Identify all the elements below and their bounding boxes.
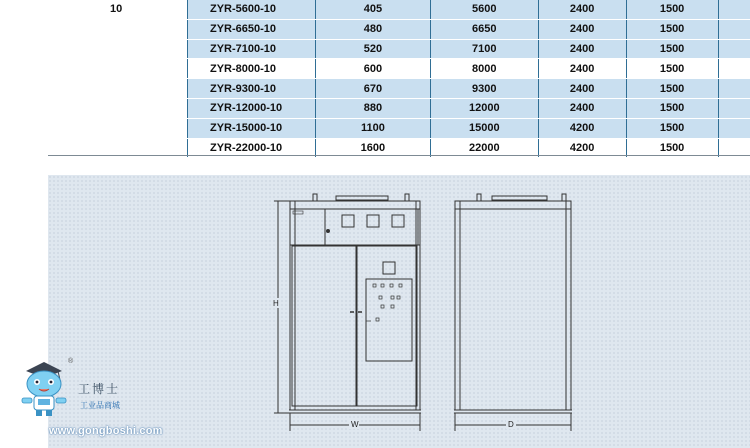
value-cell: 4200: [538, 118, 626, 138]
top-rail: [336, 196, 388, 200]
side-body: [455, 201, 571, 410]
value-cell: 1500: [626, 118, 718, 138]
value-cell: 1500: [626, 138, 718, 158]
model-cell: ZYR-7100-10: [188, 39, 316, 59]
watermark-url[interactable]: www.gongboshi.com: [49, 425, 163, 437]
side-eye-left: [477, 194, 481, 201]
depth-label: D: [508, 420, 514, 429]
value-cell: 1600: [315, 138, 430, 158]
model-cell: ZYR-9300-10: [188, 79, 316, 99]
width-label: W: [351, 420, 359, 429]
meter-1: [342, 215, 354, 227]
lifting-eye-left: [313, 194, 317, 201]
side-top-rail: [492, 196, 547, 200]
value-cell: 1500: [626, 59, 718, 79]
meter-2: [367, 215, 379, 227]
value-cell: 1500: [626, 39, 718, 59]
value-cell: 22000: [430, 138, 538, 158]
voltage-label: 10: [110, 3, 123, 15]
model-cell: ZYR-8000-10: [188, 59, 316, 79]
registered-mark: ®: [68, 358, 74, 365]
value-cell: 2400: [538, 79, 626, 99]
value-cell: 405: [315, 0, 430, 19]
value-cell: 2400: [538, 59, 626, 79]
value-cell: 7100: [430, 39, 538, 59]
model-cell: ZYR-5600-10: [188, 0, 316, 19]
value-cell: 2400: [538, 39, 626, 59]
value-cell: 1500: [626, 19, 718, 39]
lifting-eye-right: [405, 194, 409, 201]
value-cell: 4200: [538, 138, 626, 158]
robot-mascot-icon: [22, 362, 66, 416]
model-cell: ZYR-22000-10: [188, 138, 316, 158]
value-cell: 2400: [538, 0, 626, 19]
control-panel: [366, 279, 412, 361]
value-cell: 6650: [430, 19, 538, 39]
value-cell: 2400: [538, 98, 626, 118]
side-view: [454, 194, 572, 413]
value-cell: 600: [315, 59, 430, 79]
meter-3: [392, 215, 404, 227]
watermark-brand-name: 工博士: [78, 382, 121, 396]
indicator-window: [383, 262, 395, 274]
value-cell: 2400: [538, 19, 626, 39]
value-cell: 480: [315, 19, 430, 39]
model-cell: ZYR-12000-10: [188, 98, 316, 118]
value-cell: 880: [315, 98, 430, 118]
value-cell: 520: [315, 39, 430, 59]
value-cell: 5600: [430, 0, 538, 19]
height-label: H: [273, 299, 279, 308]
front-view: [289, 194, 421, 413]
side-eye-right: [562, 194, 566, 201]
value-cell: 15000: [430, 118, 538, 138]
value-cell: 1500: [626, 0, 718, 19]
value-cell: 1500: [626, 79, 718, 99]
value-cell: 9300: [430, 79, 538, 99]
watermark-subtitle: 工业品商城: [80, 401, 120, 410]
lower-door-left: [292, 246, 356, 406]
value-cell: 1100: [315, 118, 430, 138]
front-body: [290, 201, 420, 410]
model-cell: ZYR-6650-10: [188, 19, 316, 39]
value-cell: 12000: [430, 98, 538, 118]
value-cell: 1500: [626, 98, 718, 118]
model-cell: ZYR-15000-10: [188, 118, 316, 138]
value-cell: 8000: [430, 59, 538, 79]
value-cell: 670: [315, 79, 430, 99]
